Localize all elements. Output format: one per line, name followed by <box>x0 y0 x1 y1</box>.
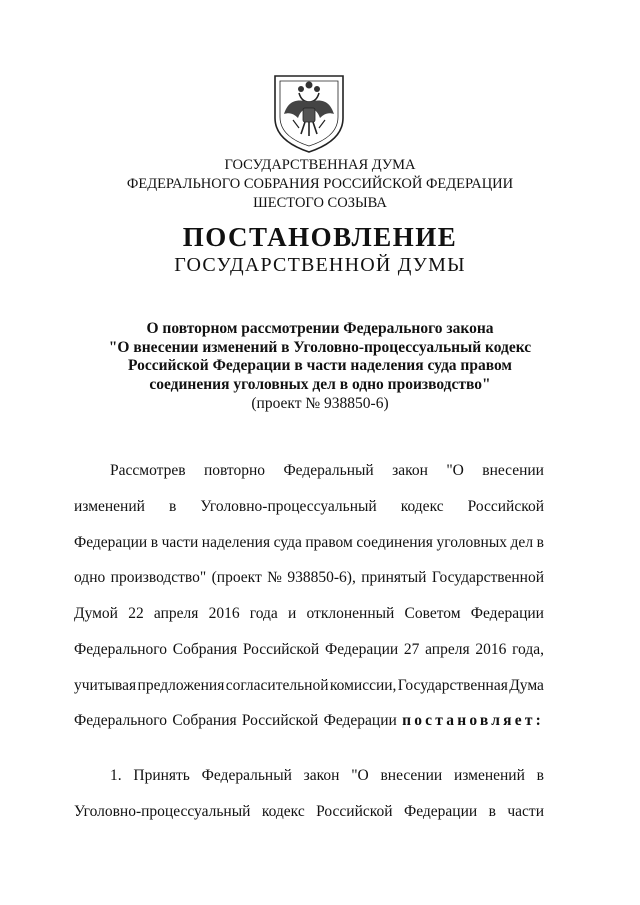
word: Принять <box>133 767 190 784</box>
word: Федерального <box>74 712 168 729</box>
word: соединения <box>356 534 433 551</box>
word: комиссии, <box>329 677 397 694</box>
word: правом <box>305 534 353 551</box>
word: апреля <box>425 641 470 658</box>
word: дел <box>510 534 534 551</box>
org-line-1: ГОСУДАРСТВЕННАЯ ДУМА <box>224 157 416 173</box>
word: Российской <box>316 803 393 820</box>
word: Федерации <box>323 712 397 729</box>
point-1-line-1 <box>110 767 544 785</box>
word: "О <box>446 462 464 479</box>
word: Советом <box>404 605 461 622</box>
word: наделения <box>201 534 271 551</box>
word: 938850-6), <box>287 569 356 586</box>
word: одно <box>74 569 106 586</box>
word: уголовных <box>436 534 507 551</box>
word: и <box>288 605 297 622</box>
word: Рассмотрев <box>110 462 186 479</box>
point-1-line-2 <box>74 803 544 821</box>
word: закон <box>392 462 428 479</box>
subject-line-2: "О внесении изменений в Уголовно-процессуальный кодекс <box>108 339 532 356</box>
body-line-7 <box>74 677 544 695</box>
word: Федерального <box>74 641 168 658</box>
word: Государственной <box>431 569 544 586</box>
word: изменений <box>74 498 145 515</box>
word: учитывая <box>74 677 137 694</box>
word: согласительной <box>225 677 329 694</box>
word: 2016 <box>475 641 507 658</box>
word: 1. <box>110 767 122 784</box>
word: в <box>536 767 544 784</box>
word: закон <box>303 767 340 784</box>
word: апреля <box>153 605 199 622</box>
word: в <box>150 534 159 551</box>
body-line-1 <box>110 462 544 480</box>
word: кодекс <box>400 498 444 515</box>
word: Российской <box>242 641 320 658</box>
word: принятый <box>361 569 427 586</box>
word: Собрания <box>172 712 237 729</box>
word: Собрания <box>172 641 238 658</box>
word: Государственная <box>397 677 508 694</box>
word: изменений <box>453 767 525 784</box>
word: 22 <box>128 605 144 622</box>
word: "О <box>351 767 369 784</box>
body-line-3 <box>74 534 544 552</box>
body-line-5 <box>74 605 544 623</box>
word: года, <box>512 641 544 658</box>
word: Думой <box>74 605 118 622</box>
word: Уголовно-процессуальный <box>74 803 251 820</box>
word: суда <box>273 534 302 551</box>
word: (проект <box>211 569 262 586</box>
document-type: ПОСТАНОВЛЕНИЕ <box>182 222 458 252</box>
word: года <box>249 605 278 622</box>
body-line-6 <box>74 641 544 659</box>
word: в <box>168 498 177 515</box>
org-line-2: ФЕДЕРАЛЬНОГО СОБРАНИЯ РОССИЙСКОЙ ФЕДЕРАЦИИ <box>126 176 514 192</box>
word: Российской <box>241 712 319 729</box>
word: № <box>267 569 282 586</box>
body-line-2 <box>74 498 544 516</box>
word: предложения <box>137 677 225 694</box>
document-issuer: ГОСУДАРСТВЕННОЙ ДУМЫ <box>174 254 466 276</box>
word: части <box>507 803 544 820</box>
subject-line-1: О повторном рассмотрении Федерального закона <box>146 320 494 337</box>
word: Федеральный <box>201 767 292 784</box>
subject-line-3: Российской Федерации в части наделения суда правом <box>128 357 512 374</box>
word: Федерации <box>470 605 544 622</box>
word: повторно <box>203 462 266 479</box>
state-emblem-icon <box>271 72 347 154</box>
word: Дума <box>509 677 544 694</box>
org-line-3: ШЕСТОГО СОЗЫВА <box>253 195 387 211</box>
word: части <box>161 534 199 551</box>
word: Федерации <box>324 641 399 658</box>
word: внесении <box>482 462 544 479</box>
word: Уголовно-процессуальный <box>200 498 377 515</box>
word: Федерации <box>74 534 148 551</box>
resolves-keyword: постановляет: <box>402 712 544 729</box>
word: производство" <box>110 569 207 586</box>
body-line-4 <box>74 569 544 587</box>
subject-line-4: соединения уголовных дел в одно производство" <box>149 376 491 393</box>
word: отклоненный <box>306 605 395 622</box>
project-number: (проект № 938850-6) <box>251 395 389 412</box>
word: в <box>536 534 544 551</box>
word: внесении <box>380 767 443 784</box>
word: в <box>488 803 496 820</box>
word: Российской <box>467 498 544 515</box>
word: 27 <box>403 641 420 658</box>
word: 2016 <box>208 605 240 622</box>
body-line-8 <box>74 712 544 730</box>
word: Федерации <box>403 803 478 820</box>
word: Федеральный <box>283 462 374 479</box>
word: кодекс <box>261 803 305 820</box>
